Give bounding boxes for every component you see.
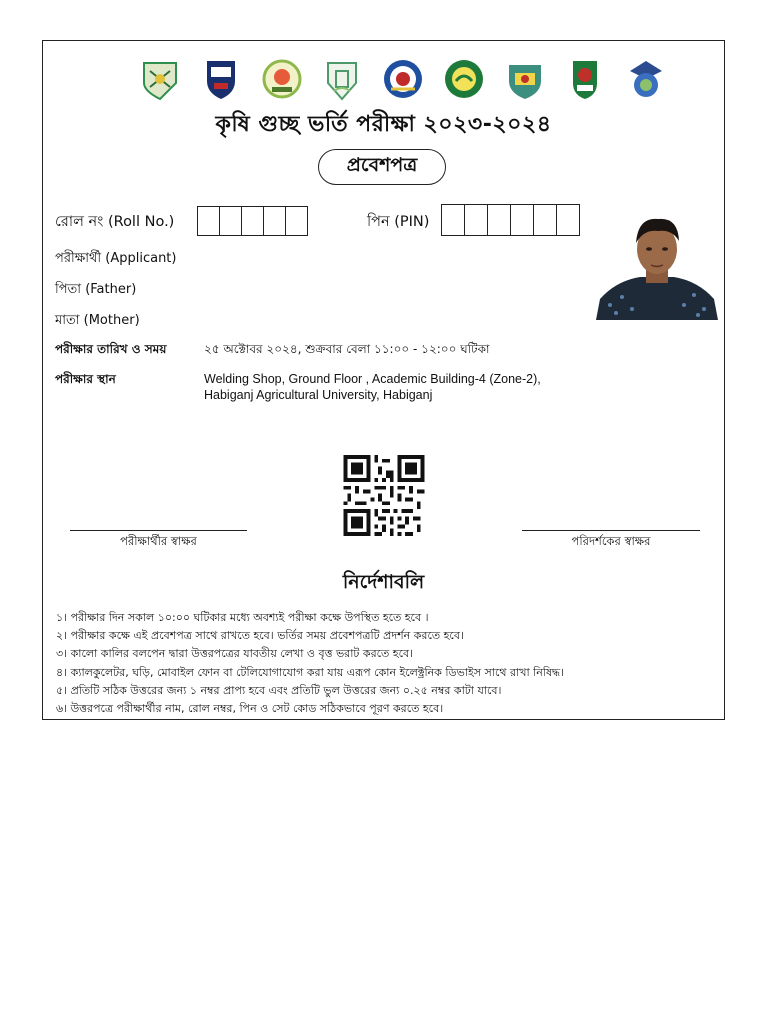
mother-label: মাতা (Mother) — [55, 313, 140, 328]
university-logo-7-icon — [503, 57, 547, 101]
applicant-signature-label: পরীক্ষার্থীর স্বাক্ষর — [120, 534, 197, 548]
pin-digit-cell — [556, 204, 580, 236]
university-logo-1-icon — [138, 57, 182, 101]
applicant-photo — [596, 209, 718, 320]
roll-digit-cell — [197, 206, 220, 236]
instructions-list — [56, 609, 716, 718]
pin-digit-cell — [487, 204, 511, 236]
pin-label: পিন (PIN) — [367, 214, 430, 230]
qr-code — [341, 455, 427, 536]
exam-venue-label: পরীক্ষার স্থান — [55, 372, 116, 386]
instruction-item: ৫। প্রতিটি সঠিক উত্তরের জন্য ১ নম্বর প্রাপ্য হবে এবং প্রতিটি ভুল উত্তরের জন্য ০.২৫ নম্বর কাটা যাবে। — [56, 683, 502, 697]
invigilator-signature-label: পরিদর্শকের স্বাক্ষর — [571, 534, 651, 548]
exam-venue-line-2: Habiganj Agricultural University, Habiganj — [204, 388, 433, 402]
roll-label: রোল নং (Roll No.) — [55, 214, 175, 230]
roll-digit-cell — [219, 206, 242, 236]
instruction-item: ১। পরীক্ষার দিন সকাল ১০:০০ ঘটিকার মধ্যে অবশ্যই পরীক্ষা কক্ষে উপস্থিত হতে হবে । — [56, 611, 429, 624]
roll-digit-cell — [263, 206, 286, 236]
father-label: পিতা (Father) — [55, 282, 137, 297]
admit-card-badge: প্রবেশপত্র — [318, 149, 446, 185]
pin-digit-cell — [533, 204, 557, 236]
pin-digit-cell — [441, 204, 465, 236]
roll-boxes — [198, 206, 308, 236]
logo-strip — [138, 51, 668, 107]
university-logo-9-icon — [624, 57, 668, 101]
exam-venue-line-1: Welding Shop, Ground Floor , Academic Building-4 (Zone-2), — [204, 372, 541, 386]
invigilator-signature-line — [522, 530, 700, 531]
university-logo-5-icon — [381, 57, 425, 101]
pin-boxes — [442, 204, 580, 236]
instruction-item: ৩। কালো কালির বলপেন দ্বারা উত্তরপত্রের যাবতীয় লেখা ও বৃত্ত ভরাট করতে হবে। — [56, 647, 414, 661]
university-logo-2-icon — [199, 57, 243, 101]
instruction-item: ২। পরীক্ষার কক্ষে এই প্রবেশপত্র সাথে রাখতে হবে। ভর্তির সময় প্রবেশপত্রটি প্রদর্শন করতে হবে। — [56, 629, 464, 643]
admit-card — [42, 40, 725, 720]
university-logo-6-icon — [442, 57, 486, 101]
university-logo-4-icon — [320, 57, 364, 101]
exam-datetime-value: ২৫ অক্টোবর ২০২৪, শুক্রবার বেলা ১১:০০ - ১২:০০ ঘটিকা — [204, 342, 490, 356]
instruction-item: ৪। ক্যালকুলেটর, ঘড়ি, মোবাইল ফোন বা টেলিযোগাযোগ করা যায় এরূপ কোন ইলেক্ট্রনিক ডিভাইস সাথে রাখা নিষিদ্ধ। — [56, 665, 565, 679]
instruction-item: ৬। উত্তরপত্রে পরীক্ষার্থীর নাম, রোল নম্বর, পিন ও সেট কোড সঠিকভাবে পূরণ করতে হবে। — [56, 702, 444, 716]
applicant-signature-line — [70, 530, 247, 531]
exam-datetime-label: পরীক্ষার তারিখ ও সময় — [55, 342, 167, 356]
page-title: কৃষি গুচ্ছ ভর্তি পরীক্ষা ২০২৩-২০২৪ — [215, 112, 552, 137]
pin-digit-cell — [510, 204, 534, 236]
university-logo-8-icon — [563, 57, 607, 101]
roll-digit-cell — [241, 206, 264, 236]
applicant-label: পরীক্ষার্থী (Applicant) — [55, 251, 177, 266]
pin-digit-cell — [464, 204, 488, 236]
roll-digit-cell — [285, 206, 308, 236]
instructions-title: নির্দেশাবলি — [342, 571, 425, 593]
university-logo-3-icon — [260, 57, 304, 101]
